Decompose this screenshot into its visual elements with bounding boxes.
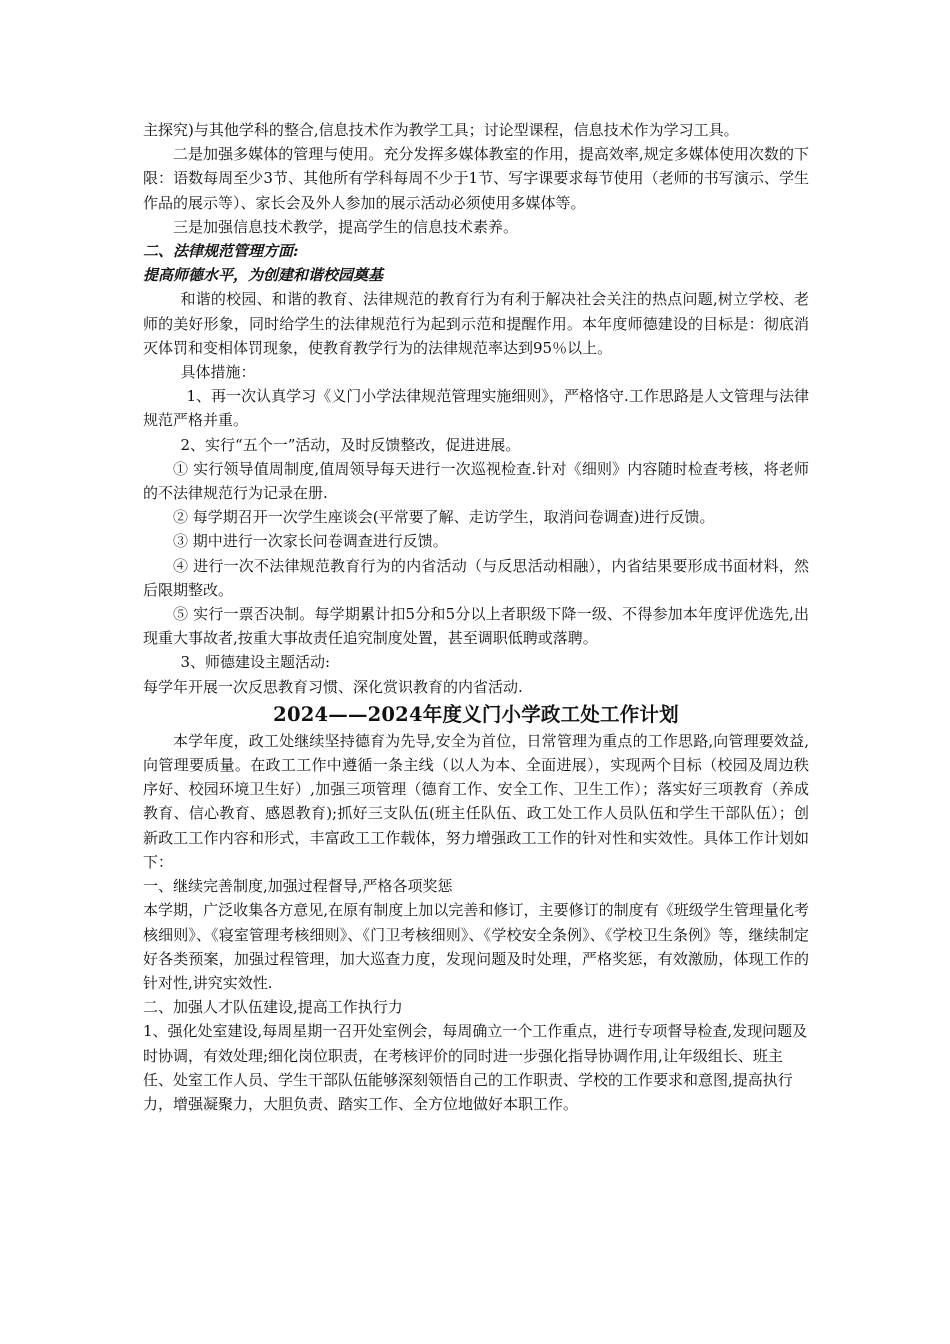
paragraph-info-tech-teaching: 三是加强信息技术教学，提高学生的信息技术素养。: [173, 217, 519, 236]
paragraph-item-1: ① 实行领导值周制度,值周领导每天进行一次巡视检查.针对《细则》内容随时检查考核，将老师的不法律规范行为记录在册.: [143, 459, 809, 503]
paragraph-intro: 本学年度，政工处继续坚持德育为先导,安全为首位，日常管理为重点的工作思路,向管理要效益,向管理要质量。在政工工作中遵循一条主线（以人为本、全面进展），实现两个目标（校园及周边秩序好、校园环境卫生好）,加强三项管理（德育工作、安全工作、卫生工作）；落实好三项教育（养成教育、信心教育、感恩教育);抓好三支队伍(班主任队伍、政工处工作人员队伍和学生干部队伍）；创新政工工作内容和形式，丰富政工工作载体，努力增强政工工作的针对性和实效性。具体工作计划如下：: [143, 731, 809, 871]
paragraph-measures-label: 具体措施：: [180, 363, 256, 382]
paragraph-section-2: 1、强化处室建设,每周星期一召开处室例会，每周确立一个工作重点，进行专项督导检查,发现问题及时协调，有效处理;细化岗位职责，在考核评价的同时进一步强化指导协调作用,让年级组长、班主任、处室工作人员、学生干部队伍能够深刻领悟自己的工作职责、学校的工作要求和意图,提高执行力，增强凝聚力，大胆负责、踏实工作、全方位地做好本职工作。: [143, 1022, 808, 1113]
section-heading-2: 二、加强人才队伍建设,提高工作执行力: [143, 998, 403, 1017]
paragraph-section-1: 本学期，广泛收集各方意见,在原有制度上加以完善和修订，主要修订的制度有《班级学生管理量化考核细则》、《寝室管理考核细则》、《门卫考核细则》、《学校安全条例》、《学校卫生条例》等，继续制定好各类预案，加强过程管理，加大巡查力度，发现问题及时处理，严格奖惩，有效激励，体现工作的针对性,讲究实效性.: [143, 901, 809, 992]
paragraph-measure-2: 2、实行“五个一”活动，及时反馈整改，促进进展。: [180, 435, 521, 454]
paragraph-item-3: ③ 期中进行一次家长问卷调查进行反馈。: [173, 532, 448, 551]
paragraph-harmony: 和谐的校园、和谐的教育、法律规范的教育行为有利于解决社会关注的热点问题,树立学校、老师的美好形象，同时给学生的法律规范行为起到示范和提醒作用。本年度师德建设的目标是：彻底消灭体罚和变相体罚现象，使教育教学行为的法律规范率达到95％以上。: [143, 290, 809, 357]
paragraph-item-5: ⑤ 实行一票否决制。每学期累计扣5分和5分以上者职级下降一级、不得参加本年度评优选先,出现重大事故者,按重大事故责任追究制度处置，甚至调职低聘或落聘。: [143, 605, 809, 648]
page-title: 2024——2024年度义门小学政工处工作计划: [273, 702, 679, 726]
document-page: [143, 118, 809, 1116]
section-heading-1: 一、继续完善制度,加强过程督导,严格各项奖惩: [143, 877, 453, 896]
paragraph-multimedia: 二是加强多媒体的管理与使用。充分发挥多媒体教室的作用，提高效率,规定多媒体使用次数的下限：语数每周至少3节、其他所有学科每周不少于1节、写字课要求每节使用（老师的书写演示、学生作品的展示等）、家长会及外人参加的展示活动必须使用多媒体等。: [143, 145, 809, 212]
paragraph-info-tech-integration: 主探究)与其他学科的整合,信息技术作为教学工具；讨论型课程，信息技术作为学习工具。: [143, 121, 739, 139]
paragraph-item-2: ② 每学期召开一次学生座谈会(平常要了解、走访学生，取消问卷调查)进行反馈。: [173, 508, 715, 527]
subheading-ethics: 提高师德水平，为创建和谐校园奠基: [143, 266, 384, 285]
paragraph-measure-3: 3、师德建设主题活动:: [180, 653, 331, 672]
paragraph-item-4: ④ 进行一次不法律规范教育行为的内省活动（与反思活动相融），内省结果要形成书面材料，然后限期整改。: [143, 556, 809, 599]
section-heading-legal: 二、法律规范管理方面:: [143, 242, 299, 261]
paragraph-annual-activity: 每学年开展一次反思教育习惯、深化赏识教育的内省活动.: [143, 677, 523, 696]
paragraph-measure-1: 1、再一次认真学习《义门小学法律规范管理实施细则》，严格恪守.工作思路是人文管理与法律规范严格并重。: [143, 387, 809, 430]
